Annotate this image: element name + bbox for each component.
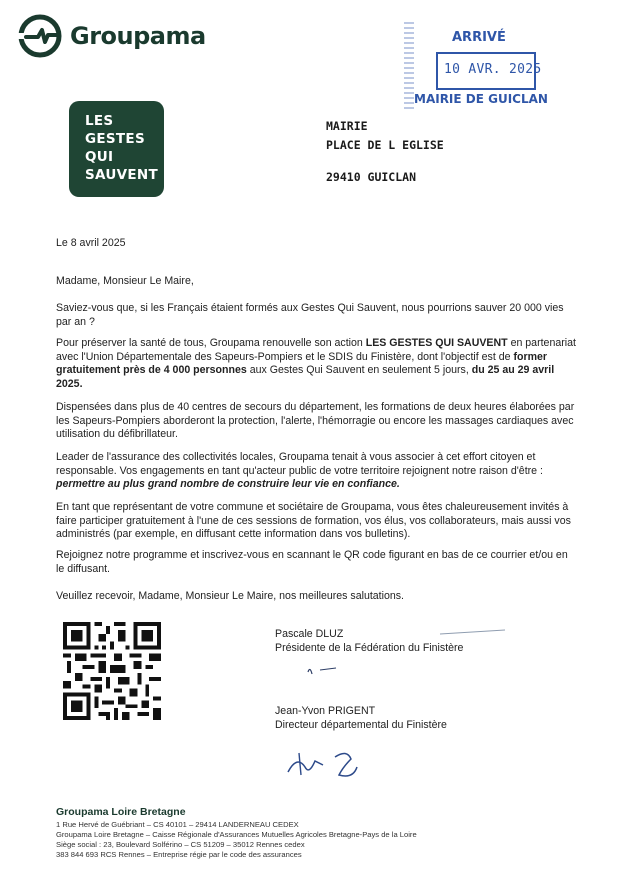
footer-line-1: 1 Rue Hervé de Guébriant – CS 40101 – 29414 LANDERNEAU CEDEX bbox=[56, 820, 299, 829]
signatory-1-title: Présidente de la Fédération du Finistère bbox=[275, 642, 464, 654]
closing: Veuillez recevoir, Madame, Monsieur Le Maire, nos meilleures salutations. bbox=[56, 590, 404, 602]
p2-text: aux Gestes Qui Sauvent en seulement 5 jours, bbox=[246, 364, 472, 377]
salutation: Madame, Monsieur Le Maire, bbox=[56, 275, 194, 287]
signatory-2-name: Jean-Yvon PRIGENT bbox=[275, 705, 376, 717]
badge-line: GESTES bbox=[85, 131, 145, 147]
badge-line: LES bbox=[85, 113, 114, 129]
brand-name: Groupama bbox=[70, 22, 206, 50]
paragraph-5: En tant que représentant de votre commune et sociétaire de Groupama, vous êtes chaleureusement invités à faire participer gratuitement à l'une de ces sessions de formation, vos élus, vos collaborateurs, mais aussi vos administrés (par exemple, en diffusant cette information dans vos bulletins). bbox=[56, 501, 571, 541]
address-line-2: PLACE DE L EGLISE bbox=[326, 138, 444, 152]
signature-2 bbox=[285, 745, 375, 780]
footer-line-3: Siège social : 23, Boulevard Solférino – CS 51209 – 35012 Rennes cedex bbox=[56, 840, 305, 849]
p4-bold-purpose: permettre au plus grand nombre de construire leur vie en confiance. bbox=[56, 478, 400, 491]
groupama-logo-icon bbox=[18, 14, 62, 58]
gestes-qui-sauvent-badge bbox=[69, 101, 164, 197]
letter-date: Le 8 avril 2025 bbox=[56, 237, 126, 249]
footer-company: Groupama Loire Bretagne bbox=[56, 806, 186, 818]
paragraph-1: Saviez-vous que, si les Français étaient formés aux Gestes Qui Sauvent, nous pourrions sauver 20 000 vies par an ? bbox=[56, 302, 564, 328]
address-line-3: 29410 GUICLAN bbox=[326, 170, 417, 184]
p2-bold-action: LES GESTES QUI SAUVENT bbox=[365, 337, 508, 349]
stamp-town: MAIRIE DE GUICLAN bbox=[414, 92, 548, 106]
footer-line-4: 383 844 693 RCS Rennes – Entreprise régie par le code des assurances bbox=[56, 850, 302, 859]
signature-1 bbox=[290, 626, 510, 686]
p2-bold-goal: former gratuitement près de 4 000 personnes bbox=[56, 350, 548, 377]
stamp-arrived: ARRIVÉ bbox=[452, 30, 506, 45]
p2-text: en partenariat avec l'Union Départementale des Sapeurs-Pompiers et le SDIS du Finistère, dont l'objectif est de bbox=[56, 337, 576, 363]
footer-line-2: Groupama Loire Bretagne – Caisse Régionale d'Assurances Mutuelles Agricoles Bretagne-Pays de la Loire bbox=[56, 830, 417, 839]
p2-bold-dates: du 25 au 29 avril 2025. bbox=[56, 364, 555, 390]
paragraph-2 bbox=[56, 337, 576, 391]
badge-line: SAUVENT bbox=[85, 167, 158, 183]
arrival-stamp bbox=[404, 22, 549, 110]
signatory-2-title: Directeur départemental du Finistère bbox=[275, 719, 447, 731]
p4-text: Leader de l'assurance des collectivités locales, Groupama tenait à vous associer à cet effort citoyen et responsable. Vos engagements en tant qu'acteur public de votre territoire rejoignent notre raison d'être : bbox=[56, 451, 543, 477]
badge-line: QUI bbox=[85, 149, 114, 165]
paragraph-3: Dispensées dans plus de 40 centres de secours du département, les formations de deux heures élaborées par les Sapeurs-Pompiers aborderont la protection, l'alerte, l'hémorragie ou encore les massages cardiaques avec utilisation du défibrillateur. bbox=[56, 401, 575, 441]
qr-code[interactable] bbox=[63, 622, 161, 720]
stamp-edge bbox=[404, 22, 414, 110]
paragraph-6: Rejoignez notre programme et inscrivez-vous en scannant le QR code figurant en bas de ce courrier et/ou en le diffusant. bbox=[56, 549, 568, 575]
stamp-date: 10 AVR. 2025 bbox=[444, 62, 542, 77]
p2-text: Pour préserver la santé de tous, Groupama renouvelle son action bbox=[56, 337, 366, 349]
groupama-logo bbox=[18, 14, 206, 58]
paragraph-4 bbox=[56, 451, 576, 492]
signatory-1-name: Pascale DLUZ bbox=[275, 628, 344, 640]
address-line-1: MAIRIE bbox=[326, 119, 368, 133]
